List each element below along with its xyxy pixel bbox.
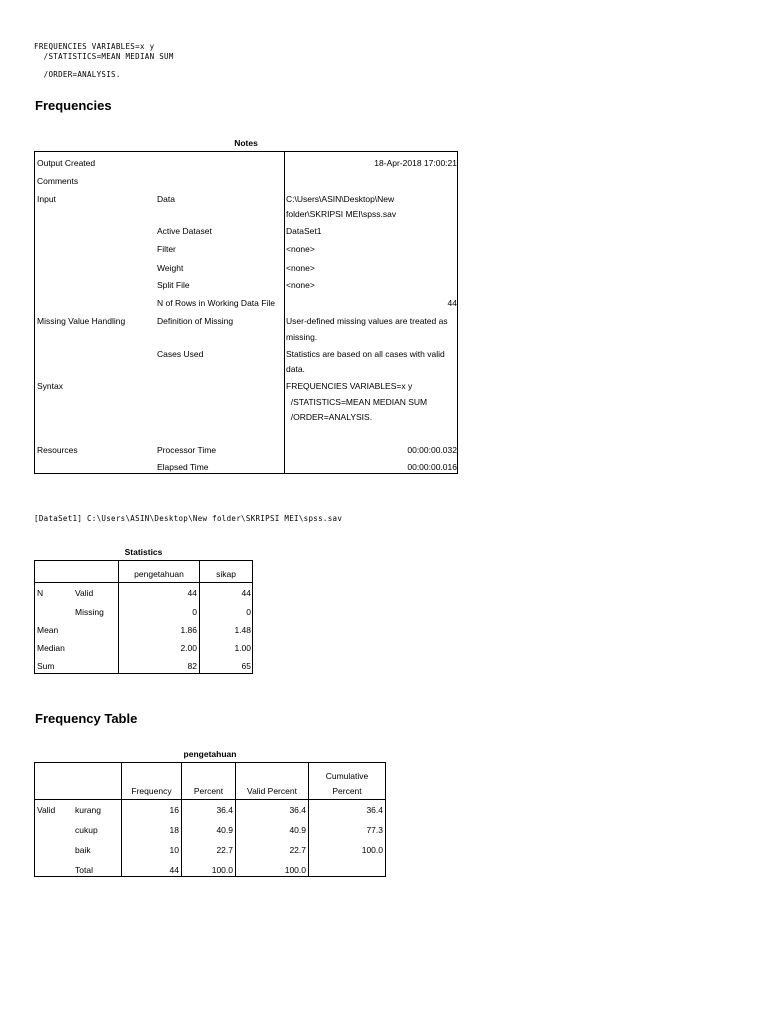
notes-missing-handling-label: Missing Value Handling — [37, 316, 126, 326]
freq-h-frequency: Frequency — [131, 786, 172, 796]
stats-missing-label: Missing — [75, 607, 104, 617]
notes-input-label: Input — [37, 194, 56, 204]
freq-row-percent: 40.9 — [216, 825, 233, 835]
notes-comments-label: Comments — [37, 176, 79, 186]
syntax-line-1: FREQUENCIES VARIABLES=x y — [34, 42, 155, 51]
stats-median-2: 1.00 — [234, 643, 251, 653]
notes-active-dataset-label: Active Dataset — [157, 226, 212, 236]
freq-h-cumulative-1: Cumulative — [325, 771, 369, 781]
stats-mean-1: 1.86 — [180, 625, 197, 635]
freq-row-frequency: 10 — [169, 845, 179, 855]
stats-median-1: 2.00 — [180, 643, 197, 653]
notes-split-file-value: <none> — [286, 280, 315, 290]
stats-mean-2: 1.48 — [234, 625, 251, 635]
stats-sum-label: Sum — [37, 661, 55, 671]
freq-row-percent: 36.4 — [216, 805, 233, 815]
stats-sum-2: 65 — [241, 661, 251, 671]
freq-row-cumulative: 100.0 — [361, 845, 383, 855]
notes-syntax-value-2: /STATISTICS=MEAN MEDIAN SUM — [286, 397, 428, 407]
freq-row-frequency: 18 — [169, 825, 179, 835]
notes-cases-used-value-1: Statistics are based on all cases with valid — [286, 349, 445, 359]
notes-definition-label: Definition of Missing — [157, 316, 234, 326]
notes-table — [34, 151, 458, 474]
statistics-caption: Statistics — [124, 547, 163, 557]
stats-missing-1: 0 — [192, 607, 197, 617]
notes-data-value-2: folder\SKRIPSI MEI\spss.sav — [286, 209, 397, 219]
notes-active-dataset-value: DataSet1 — [286, 226, 322, 236]
notes-filter-value: <none> — [286, 244, 315, 254]
notes-cases-used-label: Cases Used — [157, 349, 204, 359]
freq-valid-label: Valid — [37, 805, 56, 815]
freq-caption: pengetahuan — [183, 749, 237, 759]
freq-vline-2 — [181, 763, 182, 876]
frequency-table-heading: Frequency Table — [35, 711, 138, 726]
notes-definition-value-1: User-defined missing values are treated as — [286, 316, 448, 326]
notes-processor-time-value: 00:00:00.032 — [407, 445, 457, 455]
stats-header-line — [35, 582, 252, 583]
stats-valid-2: 44 — [241, 588, 251, 598]
freq-row-cumulative: 36.4 — [366, 805, 383, 815]
notes-weight-value: <none> — [286, 263, 315, 273]
syntax-line-2: /STATISTICS=MEAN MEDIAN SUM — [34, 52, 174, 61]
freq-row-valid-percent: 36.4 — [289, 805, 306, 815]
freq-vline-1 — [121, 763, 122, 876]
stats-col-pengetahuan: pengetahuan — [134, 569, 184, 579]
freq-h-cumulative-2: Percent — [332, 786, 362, 796]
freq-h-valid-percent: Valid Percent — [247, 786, 297, 796]
notes-output-created-value: 18-Apr-2018 17:00:21 — [374, 158, 457, 168]
stats-sum-1: 82 — [187, 661, 197, 671]
freq-row-frequency: 44 — [169, 865, 179, 875]
notes-data-value-1: C:\Users\ASIN\Desktop\New — [286, 194, 395, 204]
stats-col-sikap: sikap — [216, 569, 236, 579]
notes-cases-used-value-2: data. — [286, 364, 305, 374]
freq-row-label: kurang — [75, 805, 101, 815]
freq-header-line — [35, 799, 385, 800]
notes-n-rows-value: 44 — [447, 298, 457, 308]
syntax-line-3: /ORDER=ANALYSIS. — [34, 70, 121, 79]
notes-data-label: Data — [157, 194, 175, 204]
notes-weight-label: Weight — [157, 263, 184, 273]
notes-elapsed-time-value: 00:00:00.016 — [407, 462, 457, 472]
stats-valid-label: Valid — [75, 588, 94, 598]
dataset-line: [DataSet1] C:\Users\ASIN\Desktop\New folder\SKRIPSI MEI\spss.sav — [34, 514, 343, 523]
stats-mean-label: Mean — [37, 625, 59, 635]
notes-syntax-value-1: FREQUENCIES VARIABLES=x y — [286, 381, 413, 391]
frequencies-heading: Frequencies — [35, 98, 112, 113]
freq-row-percent: 100.0 — [211, 865, 233, 875]
stats-median-label: Median — [37, 643, 65, 653]
notes-definition-value-2: missing. — [286, 332, 318, 342]
notes-elapsed-time-label: Elapsed Time — [157, 462, 209, 472]
notes-caption: Notes — [234, 138, 258, 148]
freq-row-percent: 22.7 — [216, 845, 233, 855]
notes-divider — [284, 152, 285, 473]
notes-output-created-label: Output Created — [37, 158, 96, 168]
stats-missing-2: 0 — [246, 607, 251, 617]
notes-resources-label: Resources — [37, 445, 78, 455]
notes-processor-time-label: Processor Time — [157, 445, 217, 455]
freq-row-label: Total — [75, 865, 93, 875]
stats-valid-1: 44 — [187, 588, 197, 598]
freq-row-valid-percent: 22.7 — [289, 845, 306, 855]
notes-split-file-label: Split File — [157, 280, 190, 290]
freq-row-valid-percent: 40.9 — [289, 825, 306, 835]
freq-row-label: cukup — [75, 825, 98, 835]
freq-vline-3 — [235, 763, 236, 876]
freq-row-frequency: 16 — [169, 805, 179, 815]
notes-syntax-label: Syntax — [37, 381, 63, 391]
freq-row-cumulative: 77.3 — [366, 825, 383, 835]
freq-row-label: baik — [75, 845, 91, 855]
notes-filter-label: Filter — [157, 244, 176, 254]
freq-row-valid-percent: 100.0 — [284, 865, 306, 875]
notes-syntax-value-3: /ORDER=ANALYSIS. — [286, 412, 373, 422]
statistics-table — [34, 560, 253, 674]
notes-n-rows-label: N of Rows in Working Data File — [157, 298, 275, 308]
stats-n-label: N — [37, 588, 44, 598]
frequency-table — [34, 762, 386, 877]
freq-h-percent: Percent — [193, 786, 224, 796]
